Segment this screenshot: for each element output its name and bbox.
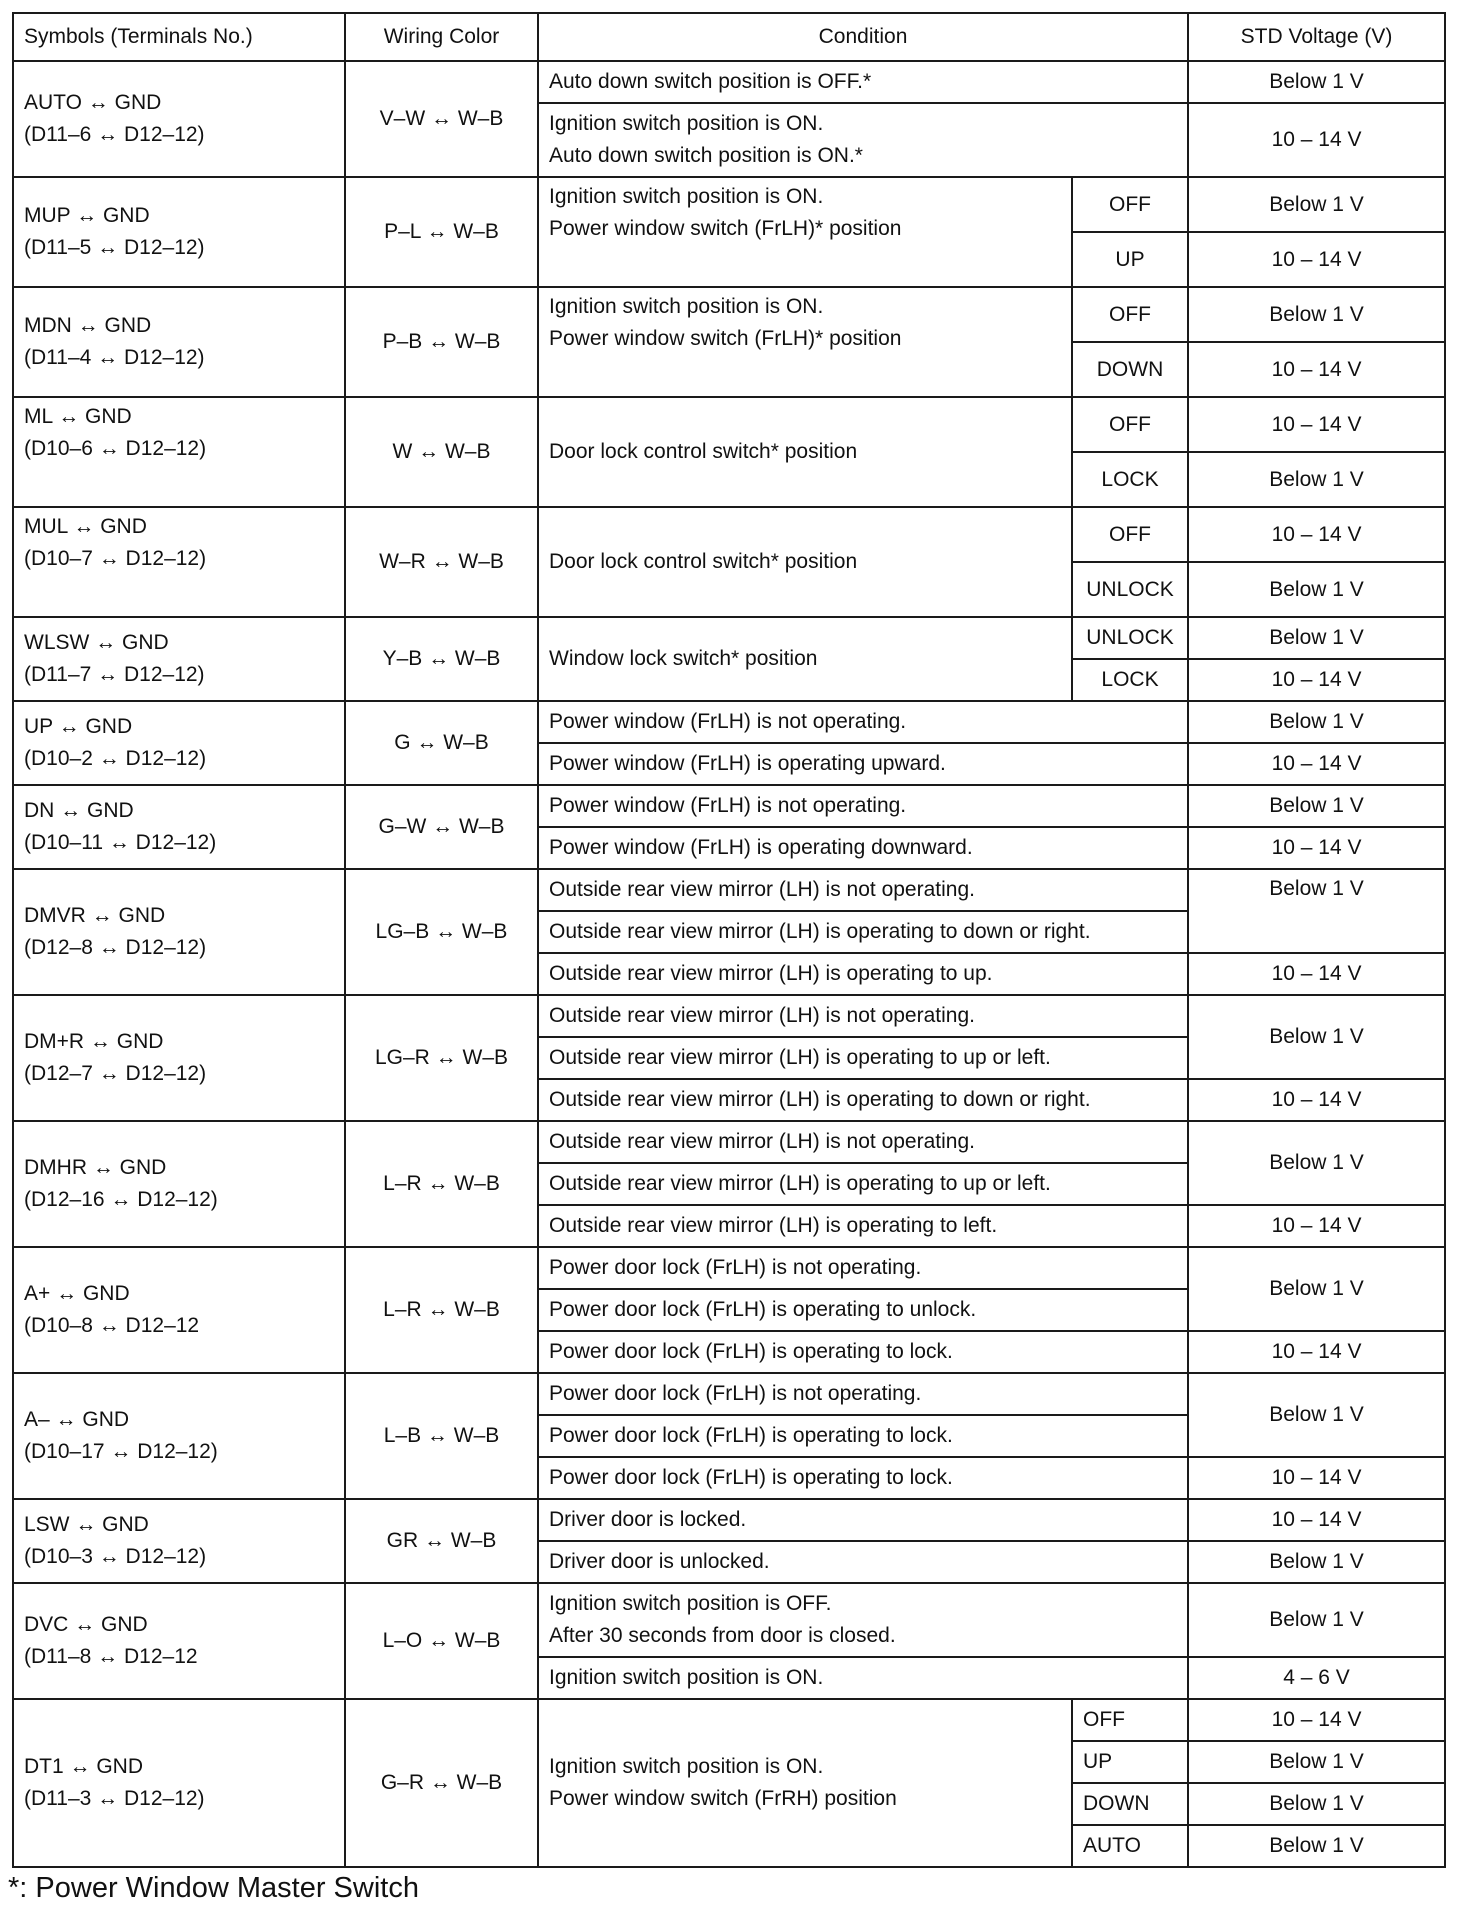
std-voltage: Below 1 V xyxy=(1188,617,1445,659)
wiring-color: L–O ↔ W–B xyxy=(345,1583,538,1699)
condition: Window lock switch* position xyxy=(538,617,1072,701)
wiring-color: L–R ↔ W–B xyxy=(345,1247,538,1373)
terminal-symbol-cell xyxy=(13,995,345,1121)
terminal-symbol-cell xyxy=(13,1499,345,1583)
table-row xyxy=(13,1121,1445,1163)
terminal-numbers: (D10–8 ↔ D12–12 xyxy=(24,1314,200,1337)
std-voltage: Below 1 V xyxy=(1188,785,1445,827)
table-row xyxy=(13,1499,1445,1541)
condition: Power door lock (FrLH) is not operating. xyxy=(538,1247,1188,1289)
switch-position: LOCK xyxy=(1072,659,1188,701)
wiring-color: L–B ↔ W–B xyxy=(345,1373,538,1499)
std-voltage: Below 1 V xyxy=(1188,1783,1445,1825)
terminal-symbol: DMVR ↔ GND xyxy=(24,904,166,927)
switch-position: DOWN xyxy=(1072,1783,1188,1825)
terminal-numbers: (D10–17 ↔ D12–12) xyxy=(24,1440,218,1463)
condition: Power door lock (FrLH) is operating to lock. xyxy=(538,1415,1188,1457)
terminal-numbers: (D11–7 ↔ D12–12) xyxy=(24,663,205,686)
terminal-symbol: MUP ↔ GND xyxy=(24,204,150,227)
std-voltage: Below 1 V xyxy=(1188,1247,1445,1331)
table-row xyxy=(13,869,1445,911)
table-row xyxy=(13,1373,1445,1415)
terminal-symbol: ML ↔ GND xyxy=(24,405,132,428)
terminal-numbers: (D10–3 ↔ D12–12) xyxy=(24,1545,207,1568)
terminal-symbol: A– ↔ GND xyxy=(24,1408,130,1431)
std-voltage: Below 1 V xyxy=(1188,287,1445,342)
condition xyxy=(538,177,1072,287)
std-voltage: Below 1 V xyxy=(1188,995,1445,1079)
std-voltage: Below 1 V xyxy=(1188,452,1445,507)
condition: Power window (FrLH) is operating downward. xyxy=(538,827,1188,869)
std-voltage: Below 1 V xyxy=(1188,1373,1445,1457)
terminal-symbol: MDN ↔ GND xyxy=(24,314,152,337)
condition xyxy=(538,1583,1188,1657)
terminal-symbol: UP ↔ GND xyxy=(24,715,133,738)
terminal-voltage-table xyxy=(12,12,1446,1868)
table-row xyxy=(13,785,1445,827)
terminal-symbol-cell xyxy=(13,61,345,177)
condition-line: Ignition switch position is ON. xyxy=(549,1755,824,1778)
std-voltage: Below 1 V xyxy=(1188,177,1445,232)
std-voltage: Below 1 V xyxy=(1188,1121,1445,1205)
switch-position: OFF xyxy=(1072,177,1188,232)
condition: Outside rear view mirror (LH) is operating to down or right. xyxy=(538,1079,1188,1121)
switch-position: OFF xyxy=(1072,1699,1188,1741)
terminal-symbol-cell xyxy=(13,1373,345,1499)
condition: Outside rear view mirror (LH) is operating to up or left. xyxy=(538,1163,1188,1205)
std-voltage: 10 – 14 V xyxy=(1188,659,1445,701)
condition-line: Power window switch (FrLH)* position xyxy=(549,327,902,350)
condition: Power door lock (FrLH) is operating to unlock. xyxy=(538,1289,1188,1331)
terminal-numbers: (D11–5 ↔ D12–12) xyxy=(24,236,205,259)
wiring-color: G–R ↔ W–B xyxy=(345,1699,538,1867)
terminal-numbers: (D10–7 ↔ D12–12) xyxy=(24,547,207,570)
condition-line: Power window switch (FrLH)* position xyxy=(549,217,902,240)
terminal-numbers: (D10–2 ↔ D12–12) xyxy=(24,747,207,770)
header-symbols: Symbols (Terminals No.) xyxy=(13,13,345,61)
wiring-color: V–W ↔ W–B xyxy=(345,61,538,177)
terminal-symbol: DN ↔ GND xyxy=(24,799,134,822)
table-header-row xyxy=(13,13,1445,61)
std-voltage: 10 – 14 V xyxy=(1188,507,1445,562)
std-voltage: 10 – 14 V xyxy=(1188,232,1445,287)
wiring-color: LG–R ↔ W–B xyxy=(345,995,538,1121)
switch-position: OFF xyxy=(1072,507,1188,562)
condition: Power window (FrLH) is not operating. xyxy=(538,701,1188,743)
condition-line: Auto down switch position is ON.* xyxy=(549,144,863,167)
condition: Driver door is unlocked. xyxy=(538,1541,1188,1583)
terminal-symbol: MUL ↔ GND xyxy=(24,515,147,538)
switch-position: OFF xyxy=(1072,397,1188,452)
table-row xyxy=(13,617,1445,659)
std-voltage: 10 – 14 V xyxy=(1188,103,1445,177)
switch-position: UNLOCK xyxy=(1072,617,1188,659)
wiring-color: W–R ↔ W–B xyxy=(345,507,538,617)
condition xyxy=(538,287,1072,397)
switch-position: UP xyxy=(1072,232,1188,287)
header-wiring-color: Wiring Color xyxy=(345,13,538,61)
terminal-symbol-cell xyxy=(13,287,345,397)
std-voltage: Below 1 V xyxy=(1188,701,1445,743)
std-voltage: 4 – 6 V xyxy=(1188,1657,1445,1699)
condition: Power window (FrLH) is not operating. xyxy=(538,785,1188,827)
terminal-symbol-cell xyxy=(13,397,345,507)
wiring-color: LG–B ↔ W–B xyxy=(345,869,538,995)
table-row xyxy=(13,701,1445,743)
terminal-numbers: (D11–6 ↔ D12–12) xyxy=(24,123,205,146)
condition: Power door lock (FrLH) is not operating. xyxy=(538,1373,1188,1415)
condition-line: Ignition switch position is ON. xyxy=(549,185,824,208)
header-std-voltage: STD Voltage (V) xyxy=(1188,13,1445,61)
wiring-color: L–R ↔ W–B xyxy=(345,1121,538,1247)
terminal-symbol: A+ ↔ GND xyxy=(24,1282,130,1305)
condition: Auto down switch position is OFF.* xyxy=(538,61,1188,103)
std-voltage: Below 1 V xyxy=(1188,869,1445,953)
terminal-symbol: DVC ↔ GND xyxy=(24,1613,148,1636)
condition: Outside rear view mirror (LH) is operating to down or right. xyxy=(538,911,1188,953)
condition: Outside rear view mirror (LH) is operating to up or left. xyxy=(538,1037,1188,1079)
condition-line: Ignition switch position is ON. xyxy=(549,295,824,318)
std-voltage: 10 – 14 V xyxy=(1188,1699,1445,1741)
condition xyxy=(538,103,1188,177)
condition: Outside rear view mirror (LH) is operating to up. xyxy=(538,953,1188,995)
std-voltage: 10 – 14 V xyxy=(1188,397,1445,452)
condition: Outside rear view mirror (LH) is operating to left. xyxy=(538,1205,1188,1247)
std-voltage: 10 – 14 V xyxy=(1188,1457,1445,1499)
switch-position: LOCK xyxy=(1072,452,1188,507)
wiring-color: Y–B ↔ W–B xyxy=(345,617,538,701)
terminal-numbers: (D12–8 ↔ D12–12) xyxy=(24,936,207,959)
wiring-color: W ↔ W–B xyxy=(345,397,538,507)
terminal-numbers: (D12–7 ↔ D12–12) xyxy=(24,1062,207,1085)
condition: Power door lock (FrLH) is operating to lock. xyxy=(538,1457,1188,1499)
terminal-symbol: WLSW ↔ GND xyxy=(24,631,169,654)
terminal-numbers: (D10–11 ↔ D12–12) xyxy=(24,831,217,854)
std-voltage: 10 – 14 V xyxy=(1188,953,1445,995)
terminal-symbol-cell xyxy=(13,1121,345,1247)
table-row xyxy=(13,177,1445,232)
table-row xyxy=(13,397,1445,452)
condition-line: After 30 seconds from door is closed. xyxy=(549,1624,896,1647)
terminal-symbol-cell xyxy=(13,1583,345,1699)
table-row xyxy=(13,1247,1445,1289)
terminal-symbol-cell xyxy=(13,869,345,995)
terminal-numbers: (D11–4 ↔ D12–12) xyxy=(24,346,205,369)
table-row xyxy=(13,1583,1445,1657)
wiring-color: G–W ↔ W–B xyxy=(345,785,538,869)
table-row xyxy=(13,995,1445,1037)
std-voltage: Below 1 V xyxy=(1188,562,1445,617)
wiring-color: GR ↔ W–B xyxy=(345,1499,538,1583)
header-condition: Condition xyxy=(538,13,1188,61)
footnote: *: Power Window Master Switch xyxy=(8,1872,419,1904)
condition: Power window (FrLH) is operating upward. xyxy=(538,743,1188,785)
terminal-symbol-cell xyxy=(13,785,345,869)
terminal-symbol-cell xyxy=(13,177,345,287)
std-voltage: Below 1 V xyxy=(1188,1825,1445,1867)
condition: Outside rear view mirror (LH) is not operating. xyxy=(538,995,1188,1037)
terminal-numbers: (D11–3 ↔ D12–12) xyxy=(24,1787,205,1810)
condition: Door lock control switch* position xyxy=(538,507,1072,617)
wiring-color: P–B ↔ W–B xyxy=(345,287,538,397)
std-voltage: Below 1 V xyxy=(1188,61,1445,103)
terminal-numbers: (D11–8 ↔ D12–12 xyxy=(24,1645,198,1668)
switch-position: AUTO xyxy=(1072,1825,1188,1867)
switch-position: UNLOCK xyxy=(1072,562,1188,617)
std-voltage: Below 1 V xyxy=(1188,1541,1445,1583)
table-row xyxy=(13,61,1445,103)
terminal-symbol: LSW ↔ GND xyxy=(24,1513,149,1536)
terminal-symbol: DM+R ↔ GND xyxy=(24,1030,164,1053)
std-voltage: 10 – 14 V xyxy=(1188,1079,1445,1121)
std-voltage: 10 – 14 V xyxy=(1188,1499,1445,1541)
switch-position: UP xyxy=(1072,1741,1188,1783)
condition: Ignition switch position is ON. xyxy=(538,1657,1188,1699)
terminal-numbers: (D12–16 ↔ D12–12) xyxy=(24,1188,218,1211)
condition-line: Ignition switch position is ON. xyxy=(549,112,824,135)
std-voltage: 10 – 14 V xyxy=(1188,1205,1445,1247)
condition: Driver door is locked. xyxy=(538,1499,1188,1541)
std-voltage: 10 – 14 V xyxy=(1188,1331,1445,1373)
table-row xyxy=(13,507,1445,562)
wiring-color: G ↔ W–B xyxy=(345,701,538,785)
wiring-color: P–L ↔ W–B xyxy=(345,177,538,287)
terminal-symbol: DT1 ↔ GND xyxy=(24,1755,144,1778)
condition-line: Power window switch (FrRH) position xyxy=(549,1787,897,1810)
switch-position: OFF xyxy=(1072,287,1188,342)
terminal-symbol-cell xyxy=(13,507,345,617)
terminal-symbol-cell xyxy=(13,617,345,701)
std-voltage: Below 1 V xyxy=(1188,1741,1445,1783)
condition: Door lock control switch* position xyxy=(538,397,1072,507)
switch-position: DOWN xyxy=(1072,342,1188,397)
terminal-symbol-cell xyxy=(13,701,345,785)
terminal-symbol-cell xyxy=(13,1699,345,1867)
condition xyxy=(538,1699,1072,1867)
std-voltage: 10 – 14 V xyxy=(1188,342,1445,397)
terminal-symbol-cell xyxy=(13,1247,345,1373)
condition-line: Ignition switch position is OFF. xyxy=(549,1592,832,1615)
table-row xyxy=(13,1699,1445,1741)
table-row xyxy=(13,287,1445,342)
std-voltage: Below 1 V xyxy=(1188,1583,1445,1657)
std-voltage: 10 – 14 V xyxy=(1188,743,1445,785)
condition: Outside rear view mirror (LH) is not operating. xyxy=(538,869,1188,911)
condition: Power door lock (FrLH) is operating to lock. xyxy=(538,1331,1188,1373)
terminal-symbol: AUTO ↔ GND xyxy=(24,91,162,114)
condition: Outside rear view mirror (LH) is not operating. xyxy=(538,1121,1188,1163)
terminal-numbers: (D10–6 ↔ D12–12) xyxy=(24,437,207,460)
terminal-symbol: DMHR ↔ GND xyxy=(24,1156,167,1179)
std-voltage: 10 – 14 V xyxy=(1188,827,1445,869)
